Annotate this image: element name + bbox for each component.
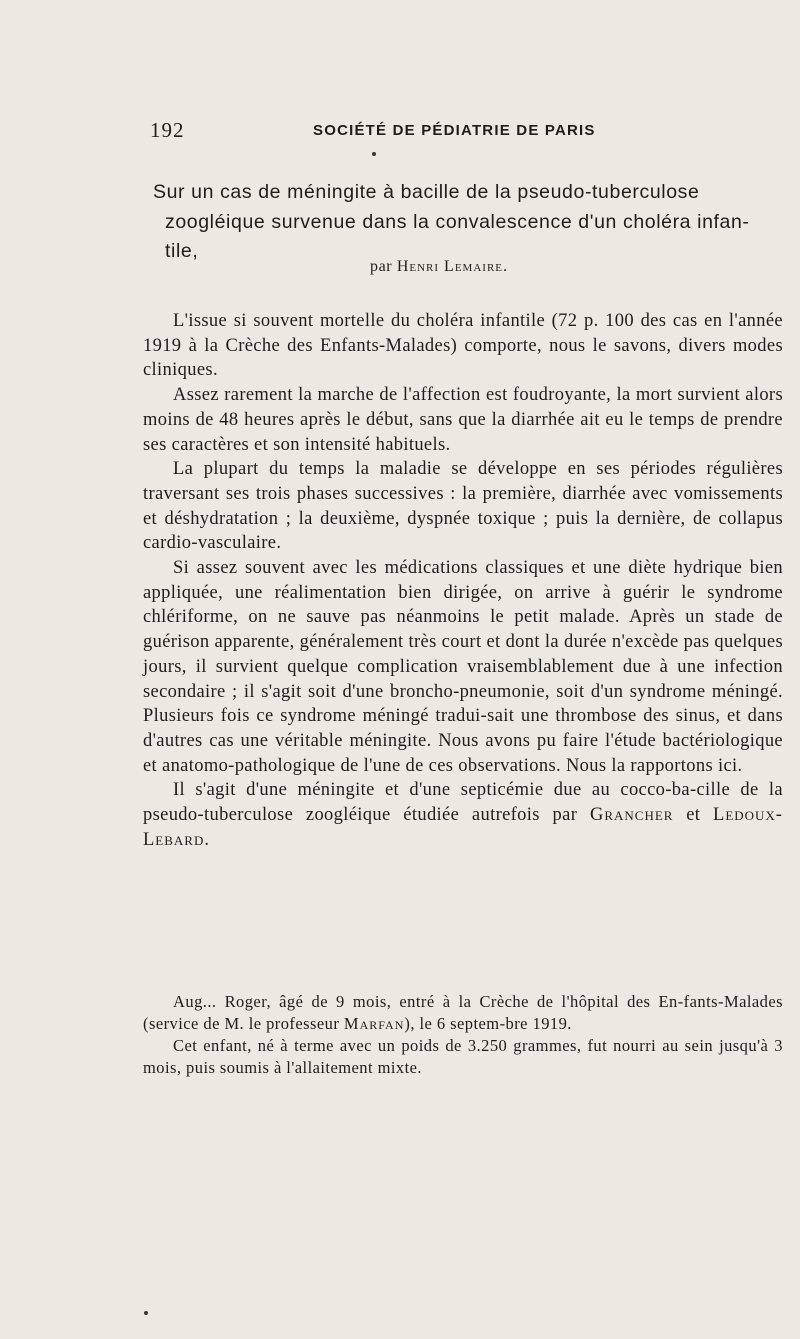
- print-speck: [372, 152, 376, 156]
- author-ref-grancher: Grancher: [589, 805, 674, 826]
- conjunction: et: [686, 805, 701, 826]
- author-prefix: par: [370, 258, 393, 275]
- paragraph-4: Si assez souvent avec les médications classiques et une diète hydrique bien appliquée, une réalimentation bien dirigée, on arrive à guérir le syndrome chlériforme, on ne sauve pas néanmoins le petit malade. Après un stade de guérison apparente, généralement très court et dont la durée n'excède pas quelques jours, il survient quelque complication vraisemblablement due à une infection secondaire ; il s'agit soit d'une broncho-pneumonie, soit d'un syndrome méningé. Plusieurs fois ce syndrome méningé tradui-sait une thrombose des sinus, et dans d'autres cas une véritable méningite. Nous avons pu faire l'étude bactériologique et anatomo-pathologique de l'une de ces observations. Nous la rapportons ici.: [143, 558, 783, 776]
- case-paragraph-2: Cet enfant, né à terme avec un poids de 3.250 grammes, fut nourri au sein jusqu'à 3 mois, puis soumis à l'allaitement mixte.: [143, 1036, 783, 1077]
- paragraph-2: Assez rarement la marche de l'affection est foudroyante, la mort survient alors moins de 48 heures après le début, sans que la diarrhée ait eu le temps de prendre ses caractères et son intensité habituels.: [143, 385, 783, 455]
- title-line-1: Sur un cas de méningite à bacille de la pseudo-tuberculose: [153, 181, 700, 203]
- case-paragraph-1-start: Aug... Roger, âgé de 9 mois, entré à la Crèche de l'hôpital des En-fants-Malades (service de M. le professeur: [143, 992, 783, 1033]
- page-header: [150, 118, 780, 144]
- title-line-2: zoogléique survenue dans la convalescence d'un choléra infan-: [165, 210, 750, 233]
- author-ref-marfan: Marfan: [343, 1014, 405, 1033]
- paragraph-5-text: Il s'agit d'une méningite et d'une septicémie due au cocco-ba-cille de la pseudo-tuberculose zoogléique étudiée autrefois par: [143, 780, 783, 826]
- running-title: SOCIÉTÉ DE PÉDIATRIE DE PARIS: [313, 122, 596, 139]
- paragraph-3: La plupart du temps la maladie se développe en ses périodes régulières traversant ses trois phases successives : la première, diarrhée avec vomissements et déshydratation ; la deuxième, dyspnée toxique ; puis la dernière, de collapus cardio-vasculaire.: [143, 459, 783, 554]
- article-body: [143, 309, 783, 852]
- case-observation: [143, 991, 783, 1079]
- article-title: [153, 178, 781, 267]
- case-paragraph-1-end: ), le 6 septem-bre 1919.: [404, 1014, 572, 1033]
- author-ref-ledoux-lebard: Ledoux-Lebard.: [143, 805, 783, 850]
- author-byline: [370, 258, 508, 276]
- paragraph-1: L'issue si souvent mortelle du choléra infantile (72 p. 100 des cas en l'année 1919 à la Crèche des Enfants-Malades) comporte, nous le savons, divers modes cliniques.: [143, 311, 783, 381]
- author-name: Henri Lemaire.: [396, 258, 508, 275]
- print-speck: [144, 1311, 148, 1315]
- page-number: 192: [150, 118, 185, 142]
- title-line-3: tile,: [165, 240, 199, 262]
- case-paragraph-1: [143, 991, 783, 1035]
- paragraph-5: [143, 778, 783, 852]
